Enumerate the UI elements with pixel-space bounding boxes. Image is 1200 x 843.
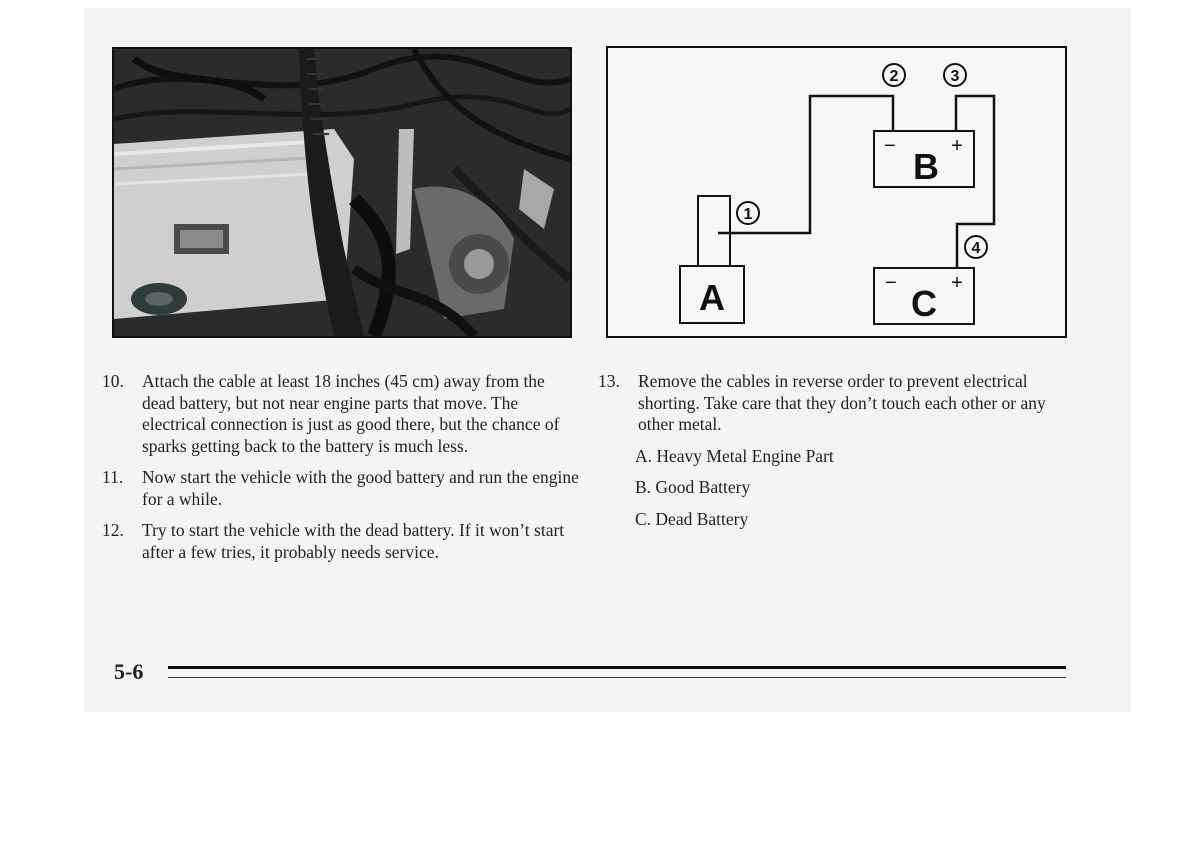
label-b: B xyxy=(913,146,939,187)
engine-photo xyxy=(112,47,572,338)
left-column xyxy=(102,371,582,573)
step-12 xyxy=(102,520,582,563)
footer-rule-thin xyxy=(168,677,1066,678)
step-text: Attach the cable at least 18 inches (45 cm) away from the dead battery, but not near engine parts that move. The electrical connection is just as good there, but the chance of sparks getting back to the battery is much less. xyxy=(142,371,560,456)
battery-b-pos: + xyxy=(951,135,963,157)
step-text: Remove the cables in reverse order to prevent electrical shorting. Take care that they don’t touch each other or any other metal. xyxy=(638,371,1046,434)
label-a: A xyxy=(699,277,725,318)
battery-c-neg: − xyxy=(885,272,897,294)
step-13 xyxy=(598,371,1068,436)
label-c: C xyxy=(911,283,937,324)
battery-b-neg: − xyxy=(884,135,896,157)
step-number: 10. xyxy=(102,371,124,391)
footer-rule-thick xyxy=(168,666,1066,669)
battery-c-pos: + xyxy=(951,272,963,294)
step-text: Try to start the vehicle with the dead battery. If it won’t start after a few tries, it probably needs service. xyxy=(142,520,565,562)
page-number: 5-6 xyxy=(114,659,144,684)
step-number: 11. xyxy=(102,467,124,487)
callout-2: 2 xyxy=(889,68,899,85)
step-number: 13. xyxy=(598,371,620,391)
step-text: Now start the vehicle with the good battery and run the engine for a while. xyxy=(142,467,579,509)
step-10 xyxy=(102,371,582,457)
legend-item-c: C. Dead Battery xyxy=(635,508,749,529)
step-11 xyxy=(102,467,582,510)
callout-4: 4 xyxy=(971,240,981,257)
engine-part-block xyxy=(698,196,730,266)
jump-start-diagram xyxy=(606,46,1067,338)
right-column xyxy=(598,371,1068,540)
callout-1: 1 xyxy=(743,206,753,223)
callout-3: 3 xyxy=(950,68,960,85)
step-number: 12. xyxy=(102,520,124,540)
legend-item-a: A. Heavy Metal Engine Part xyxy=(635,445,834,466)
legend-item-b: B. Good Battery xyxy=(635,477,751,497)
